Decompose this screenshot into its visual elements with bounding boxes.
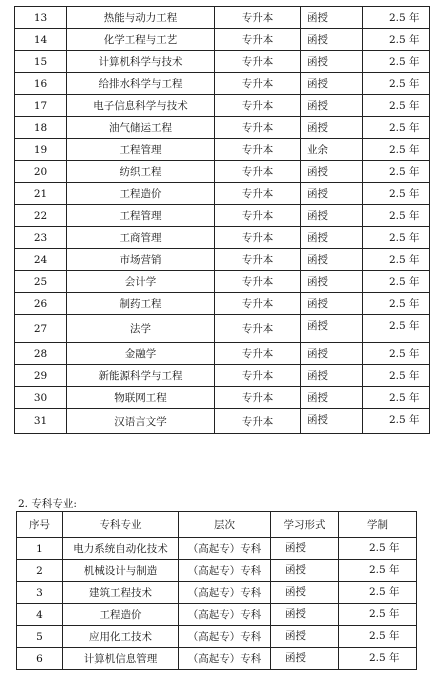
cell-level: 专升本 <box>215 343 301 365</box>
cell-level: 专升本 <box>215 29 301 51</box>
header-years: 学制 <box>339 512 417 538</box>
cell-level: （高起专）专科 <box>179 582 271 604</box>
cell-major: 应用化工技术 <box>63 626 179 648</box>
table-row <box>17 648 417 670</box>
cell-major: 化学工程与工艺 <box>67 29 215 51</box>
cell-no: 2 <box>17 560 63 582</box>
cell-mode: 函授 <box>301 315 363 343</box>
cell-level: 专升本 <box>215 183 301 205</box>
cell-level: 专升本 <box>215 249 301 271</box>
cell-years: 2.5 年 <box>339 626 417 648</box>
cell-no: 15 <box>15 51 67 73</box>
cell-no: 17 <box>15 95 67 117</box>
cell-no: 27 <box>15 315 67 343</box>
table-header-row <box>17 512 417 538</box>
cell-mode: 函授 <box>301 365 363 387</box>
table-row <box>17 626 417 648</box>
cell-mode: 函授 <box>301 7 363 29</box>
cell-mode: 函授 <box>301 293 363 315</box>
table-row <box>15 227 430 249</box>
table-row <box>17 604 417 626</box>
cell-major: 工程管理 <box>67 205 215 227</box>
cell-no: 18 <box>15 117 67 139</box>
table-row <box>15 117 430 139</box>
cell-no: 13 <box>15 7 67 29</box>
table-row <box>15 387 430 409</box>
cell-no: 20 <box>15 161 67 183</box>
cell-major: 新能源科学与工程 <box>67 365 215 387</box>
cell-years: 2.5 年 <box>363 51 430 73</box>
table-row <box>15 409 430 434</box>
cell-mode: 函授 <box>301 29 363 51</box>
cell-years: 2.5 年 <box>363 29 430 51</box>
cell-years: 2.5 年 <box>363 117 430 139</box>
cell-years: 2.5 年 <box>363 365 430 387</box>
cell-level: 专升本 <box>215 271 301 293</box>
cell-level: （高起专）专科 <box>179 626 271 648</box>
cell-level: 专升本 <box>215 139 301 161</box>
cell-no: 19 <box>15 139 67 161</box>
cell-level: 专升本 <box>215 293 301 315</box>
cell-years: 2.5 年 <box>363 95 430 117</box>
cell-level: （高起专）专科 <box>179 604 271 626</box>
cell-major: 计算机信息管理 <box>63 648 179 670</box>
cell-no: 26 <box>15 293 67 315</box>
cell-no: 16 <box>15 73 67 95</box>
cell-major: 纺织工程 <box>67 161 215 183</box>
cell-no: 28 <box>15 343 67 365</box>
cell-level: 专升本 <box>215 161 301 183</box>
cell-major: 工程造价 <box>63 604 179 626</box>
cell-major: 金融学 <box>67 343 215 365</box>
table-row <box>15 205 430 227</box>
cell-mode: 函授 <box>271 560 339 582</box>
cell-years: 2.5 年 <box>363 293 430 315</box>
cell-years: 2.5 年 <box>363 139 430 161</box>
cell-mode: 函授 <box>271 538 339 560</box>
cell-level: 专升本 <box>215 409 301 434</box>
cell-mode: 函授 <box>271 648 339 670</box>
undergrad-majors-table <box>14 6 430 434</box>
cell-major: 法学 <box>67 315 215 343</box>
table-row <box>17 560 417 582</box>
cell-level: 专升本 <box>215 227 301 249</box>
table-row <box>17 582 417 604</box>
cell-years: 2.5 年 <box>363 73 430 95</box>
table-row <box>15 7 430 29</box>
table-row <box>15 139 430 161</box>
cell-mode: 函授 <box>271 582 339 604</box>
cell-years: 2.5 年 <box>363 387 430 409</box>
cell-years: 2.5 年 <box>363 183 430 205</box>
cell-major: 工程管理 <box>67 139 215 161</box>
cell-major: 汉语言文学 <box>67 409 215 434</box>
cell-major: 建筑工程技术 <box>63 582 179 604</box>
cell-years: 2.5 年 <box>363 271 430 293</box>
cell-mode: 函授 <box>301 161 363 183</box>
cell-major: 工程造价 <box>67 183 215 205</box>
cell-years: 2.5 年 <box>363 227 430 249</box>
cell-mode: 函授 <box>301 205 363 227</box>
cell-mode: 函授 <box>301 271 363 293</box>
cell-no: 4 <box>17 604 63 626</box>
cell-no: 3 <box>17 582 63 604</box>
cell-level: （高起专）专科 <box>179 560 271 582</box>
cell-years: 2.5 年 <box>339 582 417 604</box>
cell-mode: 函授 <box>301 409 363 434</box>
college-majors-table <box>16 511 417 670</box>
cell-major: 工商管理 <box>67 227 215 249</box>
table-row <box>15 271 430 293</box>
table-row <box>15 315 430 343</box>
cell-no: 5 <box>17 626 63 648</box>
cell-no: 31 <box>15 409 67 434</box>
cell-years: 2.5 年 <box>363 315 430 343</box>
cell-mode: 函授 <box>271 604 339 626</box>
table-row <box>15 343 430 365</box>
table-row <box>15 365 430 387</box>
cell-level: 专升本 <box>215 365 301 387</box>
cell-level: 专升本 <box>215 95 301 117</box>
table-row <box>15 73 430 95</box>
header-mode: 学习形式 <box>271 512 339 538</box>
cell-no: 22 <box>15 205 67 227</box>
cell-no: 30 <box>15 387 67 409</box>
cell-years: 2.5 年 <box>363 409 430 434</box>
cell-years: 2.5 年 <box>339 538 417 560</box>
cell-major: 市场营销 <box>67 249 215 271</box>
cell-major: 热能与动力工程 <box>67 7 215 29</box>
cell-level: 专升本 <box>215 7 301 29</box>
cell-years: 2.5 年 <box>363 249 430 271</box>
cell-level: 专升本 <box>215 73 301 95</box>
cell-mode: 业余 <box>301 139 363 161</box>
cell-mode: 函授 <box>301 183 363 205</box>
cell-mode: 函授 <box>301 95 363 117</box>
cell-level: 专升本 <box>215 51 301 73</box>
table-row <box>17 538 417 560</box>
cell-major: 计算机科学与技术 <box>67 51 215 73</box>
cell-years: 2.5 年 <box>363 7 430 29</box>
cell-major: 物联网工程 <box>67 387 215 409</box>
cell-years: 2.5 年 <box>363 205 430 227</box>
cell-major: 电子信息科学与技术 <box>67 95 215 117</box>
cell-mode: 函授 <box>301 51 363 73</box>
cell-mode: 函授 <box>301 249 363 271</box>
cell-mode: 函授 <box>301 387 363 409</box>
cell-years: 2.5 年 <box>363 161 430 183</box>
cell-no: 14 <box>15 29 67 51</box>
table-row <box>15 293 430 315</box>
header-major: 专科专业 <box>63 512 179 538</box>
table-row <box>15 161 430 183</box>
cell-no: 24 <box>15 249 67 271</box>
cell-years: 2.5 年 <box>339 604 417 626</box>
header-level: 层次 <box>179 512 271 538</box>
cell-major: 会计学 <box>67 271 215 293</box>
section-title-college: 2. 专科专业: <box>18 498 77 510</box>
cell-no: 21 <box>15 183 67 205</box>
cell-level: 专升本 <box>215 117 301 139</box>
cell-years: 2.5 年 <box>339 560 417 582</box>
cell-no: 25 <box>15 271 67 293</box>
cell-no: 6 <box>17 648 63 670</box>
cell-mode: 函授 <box>301 117 363 139</box>
cell-mode: 函授 <box>301 343 363 365</box>
cell-major: 电力系统自动化技术 <box>63 538 179 560</box>
header-no: 序号 <box>17 512 63 538</box>
cell-level: 专升本 <box>215 315 301 343</box>
cell-years: 2.5 年 <box>363 343 430 365</box>
cell-level: 专升本 <box>215 205 301 227</box>
table-row <box>15 95 430 117</box>
cell-major: 制药工程 <box>67 293 215 315</box>
cell-major: 给排水科学与工程 <box>67 73 215 95</box>
table-row <box>15 183 430 205</box>
cell-mode: 函授 <box>271 626 339 648</box>
table-row <box>15 51 430 73</box>
cell-major: 机械设计与制造 <box>63 560 179 582</box>
cell-major: 油气储运工程 <box>67 117 215 139</box>
cell-years: 2.5 年 <box>339 648 417 670</box>
cell-level: （高起专）专科 <box>179 538 271 560</box>
cell-mode: 函授 <box>301 227 363 249</box>
cell-level: （高起专）专科 <box>179 648 271 670</box>
table-row <box>15 249 430 271</box>
cell-mode: 函授 <box>301 73 363 95</box>
cell-no: 1 <box>17 538 63 560</box>
cell-level: 专升本 <box>215 387 301 409</box>
table-row <box>15 29 430 51</box>
cell-no: 29 <box>15 365 67 387</box>
cell-no: 23 <box>15 227 67 249</box>
